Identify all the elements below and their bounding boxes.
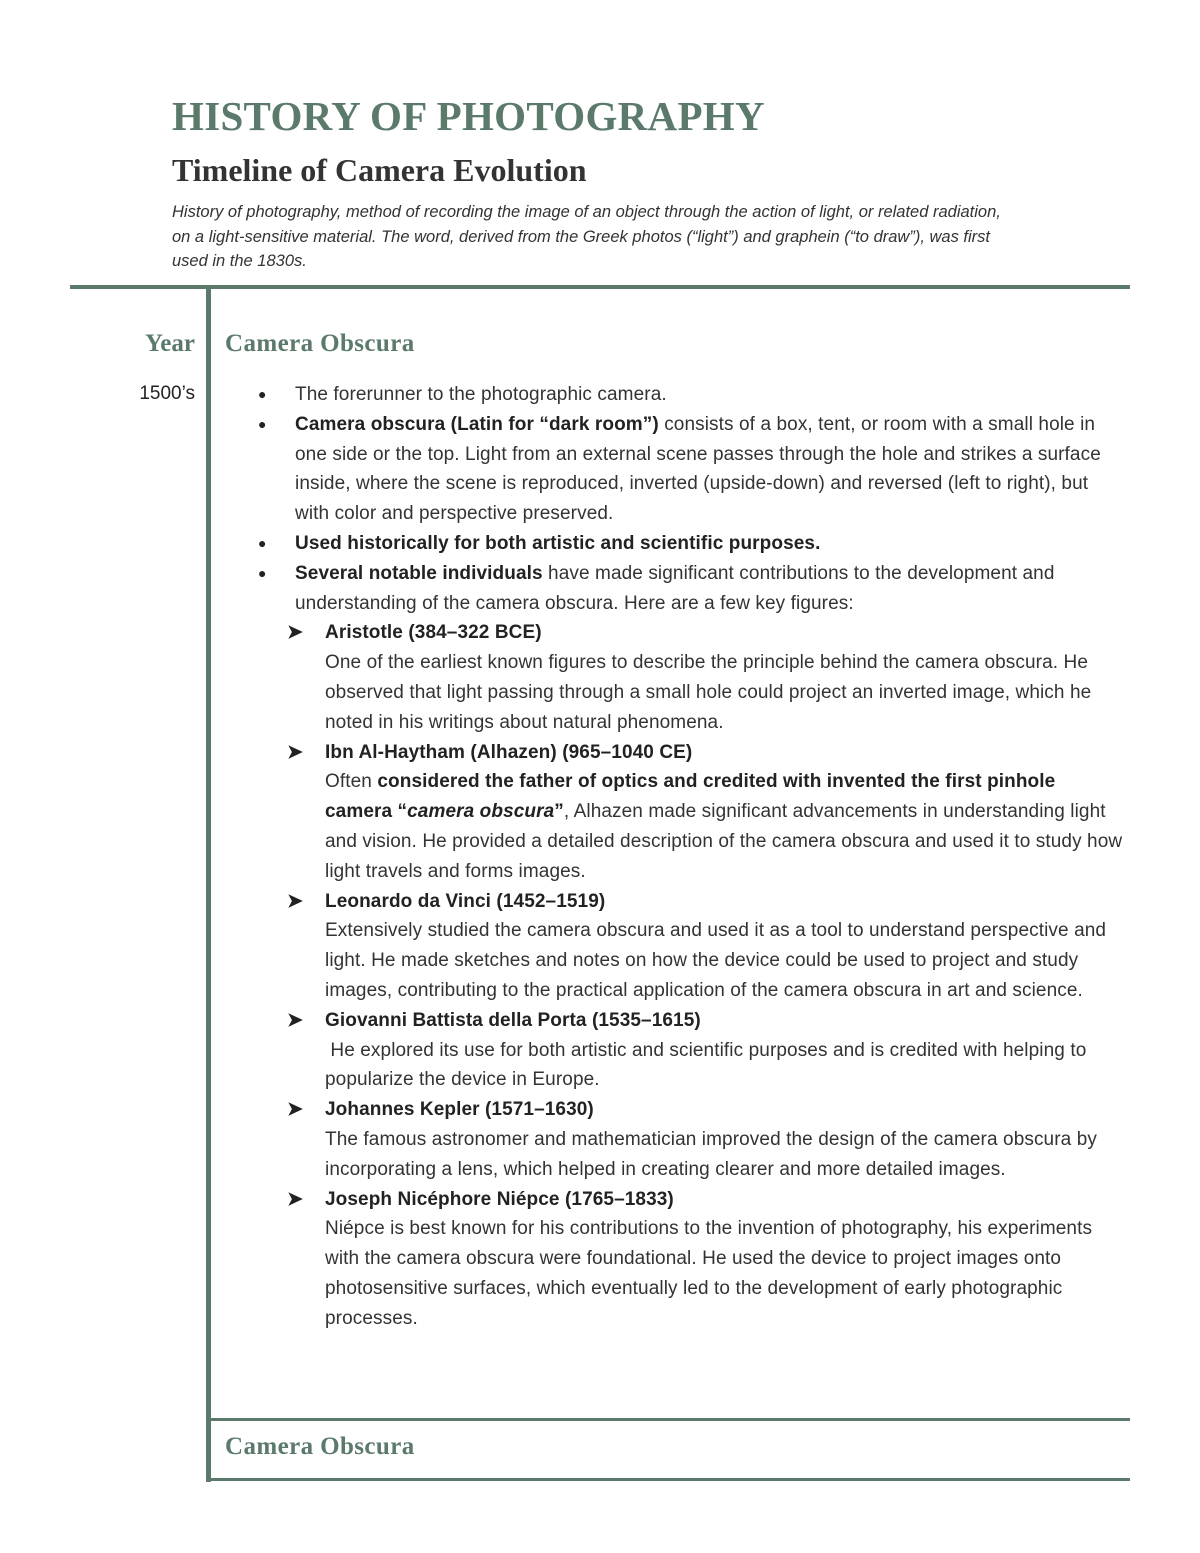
- figure-description-bold-italic: camera obscura: [407, 801, 555, 823]
- next-section-heading: Camera Obscura: [225, 1433, 415, 1460]
- top-divider: [70, 285, 1130, 289]
- section-divider: [206, 1418, 1130, 1421]
- bullet-bold-text: Used historically for both artistic and scientific purposes.: [295, 532, 821, 554]
- bullet-text: consists of a box, tent, or room with a small hole in one side or the top. Light from an external scene passes through the hole and strikes a surface inside, where the scene is reproduced, inverted (upside-down) and reversed (left to right), but with color and perspective preserved.: [295, 413, 1101, 525]
- figure-item: [255, 618, 1125, 737]
- key-figures-list: [255, 618, 1125, 1333]
- figure-description: Extensively studied the camera obscura and used it as a tool to understand perspective and light. He made sketches and notes on how the device could be used to project and study images, contributing to the practical application of the camera obscura in art and science.: [325, 920, 1107, 1001]
- figure-description-start: Often: [325, 771, 378, 793]
- figure-item: [255, 887, 1125, 1006]
- figure-item: [255, 738, 1125, 887]
- bullet-icon: ●: [258, 564, 267, 581]
- figure-name: Giovanni Battista della Porta (1535–1615): [325, 1009, 701, 1031]
- bullet-icon: ●: [258, 415, 267, 432]
- figure-name: Aristotle (384–322 BCE): [325, 622, 542, 644]
- figure-name: Johannes Kepler (1571–1630): [325, 1099, 594, 1121]
- figure-name: Leonardo da Vinci (1452–1519): [325, 890, 606, 912]
- year-value: 1500’s: [139, 383, 195, 404]
- bullet-text: have made significant contributions to the development and understanding of the camera obscura. Here are a few key figures:: [295, 562, 1055, 614]
- year-column-heading: Year: [145, 330, 195, 357]
- section-heading: Camera Obscura: [225, 330, 415, 357]
- figure-description-bold: considered the father of optics and credited with invented the first pinhole camera “: [325, 771, 1056, 823]
- bullet-icon: ●: [258, 534, 267, 551]
- figure-name: Joseph Nicéphore Niépce (1765–1833): [325, 1188, 674, 1210]
- page-title: HISTORY OF PHOTOGRAPHY: [172, 93, 765, 139]
- page-subtitle: Timeline of Camera Evolution: [172, 152, 587, 188]
- figure-description: [325, 767, 1125, 886]
- figure-name: Ibn Al-Haytham (Alhazen) (965–1040 CE): [325, 741, 693, 763]
- figure-item: [255, 1006, 1125, 1095]
- figure-description: He explored its use for both artistic and scientific purposes and is credited with helping to popularize the device in Europe.: [325, 1039, 1092, 1091]
- intro-paragraph: History of photography, method of recording the image of an object through the action of light, or related radiation, on a light-sensitive material. The word, derived from the Greek photos (“light”) and graphein (“to draw”), was first used in the 1830s.: [172, 203, 1001, 270]
- bullet-bold-text: Several notable individuals: [295, 562, 543, 584]
- arrow-bullet-icon: ➤: [287, 622, 304, 644]
- figure-description: One of the earliest known figures to describe the principle behind the camera obscura. He observed that light passing through a small hole could project an inverted image, which he noted in his writings about natural phenomena.: [325, 652, 1092, 733]
- timeline-vertical-divider: [206, 289, 211, 1482]
- bottom-divider: [206, 1478, 1130, 1481]
- bullet-list: [255, 380, 1125, 1334]
- figure-description-bold-end: ”: [554, 801, 564, 823]
- arrow-bullet-icon: ➤: [287, 741, 304, 763]
- list-item: [255, 559, 1125, 619]
- list-item: [255, 529, 1125, 559]
- bullet-icon: ●: [258, 386, 267, 402]
- bullet-bold-text: Camera obscura (Latin for “dark room”): [295, 413, 659, 435]
- arrow-bullet-icon: ➤: [287, 1009, 304, 1031]
- figure-item: [255, 1095, 1125, 1184]
- arrow-bullet-icon: ➤: [287, 890, 304, 912]
- figure-item: [255, 1185, 1125, 1334]
- list-item: [255, 410, 1125, 529]
- figure-description-end: , Alhazen made significant advancements in understanding light and vision. He provided a detailed description of the camera obscura and used it to study how light travels and forms images.: [325, 801, 1123, 882]
- bullet-text: The forerunner to the photographic camera.: [295, 384, 667, 405]
- key-figures-container: [255, 618, 1125, 1333]
- arrow-bullet-icon: ➤: [287, 1099, 304, 1121]
- figure-description: The famous astronomer and mathematician improved the design of the camera obscura by incorporating a lens, which helped in creating clearer and more detailed images.: [325, 1128, 1097, 1180]
- figure-description: Niépce is best known for his contributions to the invention of photography, his experiments with the camera obscura were foundational. He used the device to project images onto photosensitive surfaces, which eventually led to the development of early photographic processes.: [325, 1218, 1093, 1329]
- list-item: [255, 380, 1125, 410]
- arrow-bullet-icon: ➤: [287, 1188, 304, 1210]
